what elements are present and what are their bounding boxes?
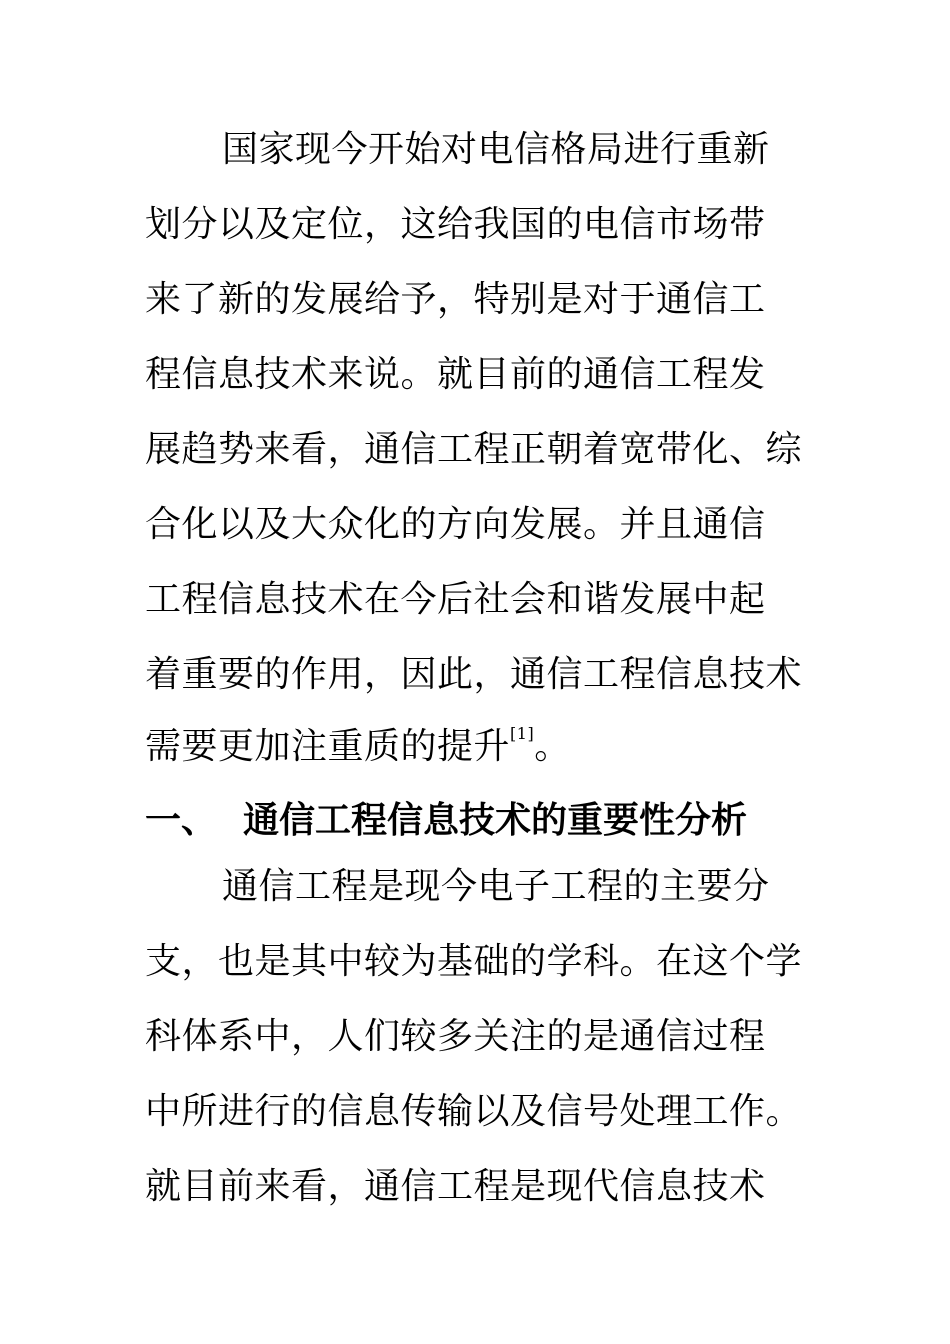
paragraph-1-line-6: 合化以及大众化的方向发展。并且通信 [145, 504, 766, 545]
paragraph-2-line-1: 通信工程是现今电子工程的主要分 [222, 866, 770, 907]
paragraph-2-line-4: 中所进行的信息传输以及信号处理工作。 [145, 1091, 803, 1132]
paragraph-1-line-7: 工程信息技术在今后社会和谐发展中起 [145, 579, 766, 620]
citation-reference: [1] [510, 724, 535, 743]
paragraph-2-line-5: 就目前来看，通信工程是现代信息技术 [145, 1166, 766, 1207]
paragraph-1-line-2: 划分以及定位，这给我国的电信市场带 [145, 204, 766, 245]
paragraph-2-line-2: 支，也是其中较为基础的学科。在这个学 [145, 941, 803, 982]
section-number: 一、 [145, 800, 218, 841]
section-heading-1 [145, 796, 747, 846]
paragraph-1-line-8: 着重要的作用，因此，通信工程信息技术 [145, 654, 803, 695]
paragraph-1-line-9-text: 需要更加注重质的提升 [145, 726, 511, 767]
paragraph-1-line-3: 来了新的发展给予，特别是对于通信工 [145, 279, 766, 320]
paragraph-2-line-3: 科体系中，人们较多关注的是通信过程 [145, 1016, 766, 1057]
section-title: 通信工程信息技术的重要性分析 [243, 800, 748, 841]
paragraph-1-line-1: 国家现今开始对电信格局进行重新 [222, 129, 770, 170]
paragraph-1-line-4: 程信息技术来说。就目前的通信工程发 [145, 354, 766, 395]
paragraph-1-end-punctuation: 。 [534, 726, 571, 767]
paragraph-1-line-9 [145, 722, 571, 772]
paragraph-1-line-5: 展趋势来看，通信工程正朝着宽带化、综 [145, 429, 803, 470]
